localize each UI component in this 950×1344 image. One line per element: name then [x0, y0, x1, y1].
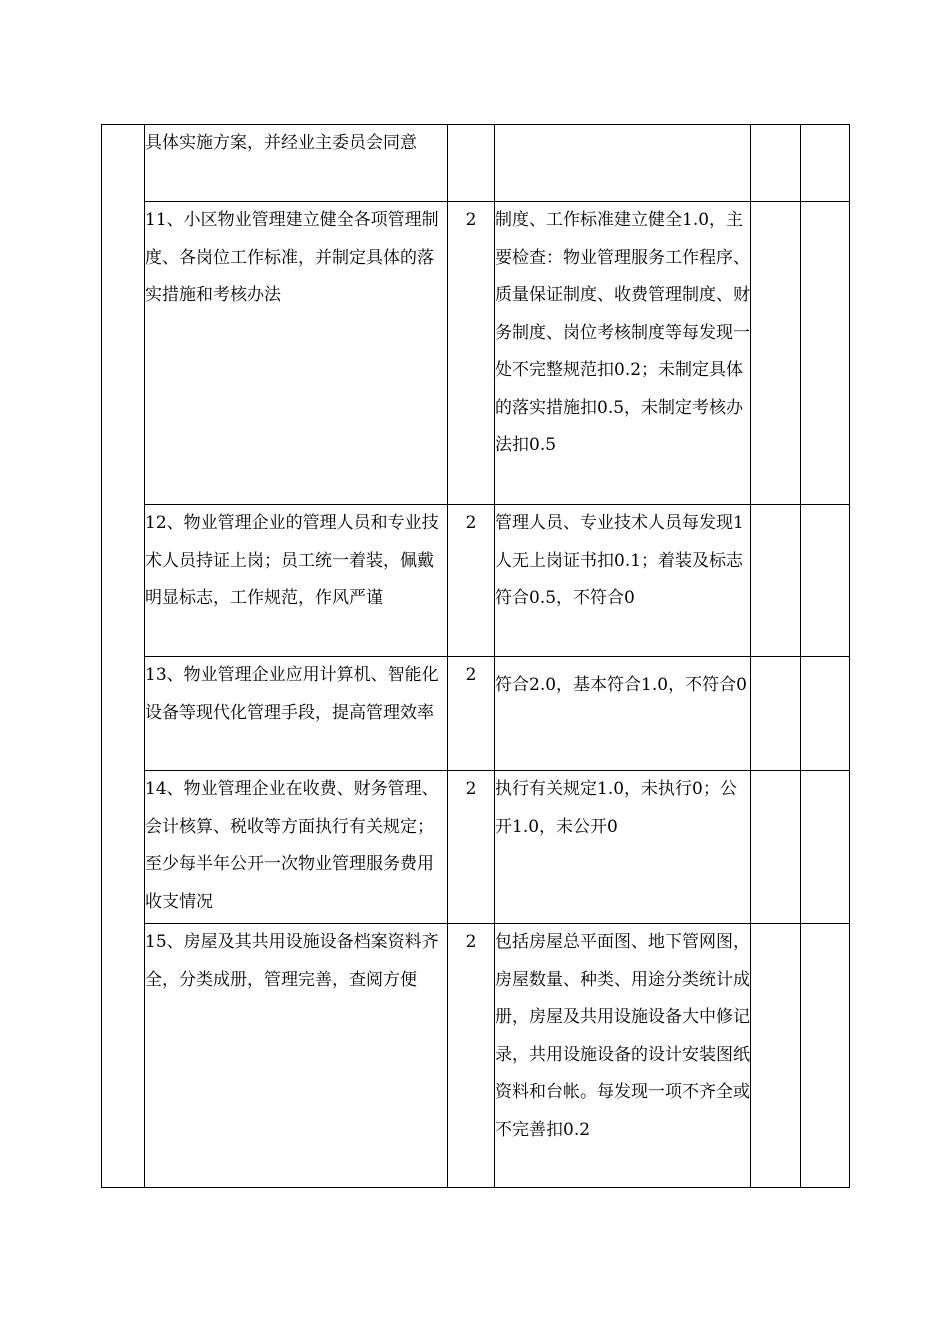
- blank-cell: [801, 924, 850, 1188]
- criteria-cell: [495, 924, 751, 1188]
- item-cell: [145, 125, 448, 202]
- criteria-text: 符合2.0，基本符合1.0，不符合0: [495, 675, 747, 695]
- score-cell: [448, 202, 495, 505]
- table-row: [102, 202, 850, 505]
- blank-cell: [801, 125, 850, 202]
- criteria-cell: [495, 657, 751, 771]
- blank-cell: [751, 771, 801, 924]
- item-cell: [145, 505, 448, 657]
- criteria-text: 包括房屋总平面图、地下管网图，房屋数量、种类、用途分类统计成册，房屋及共用设施设备大中修记录，共用设施设备的设计安装图纸资料和台帐。每发现一项不齐全或不完善扣0.2: [495, 932, 750, 1140]
- score-cell: [448, 924, 495, 1188]
- score-cell: [448, 657, 495, 771]
- score-cell: [448, 505, 495, 657]
- table-row: [102, 924, 850, 1188]
- blank-cell: [751, 202, 801, 505]
- score-text: 2: [465, 932, 477, 952]
- criteria-text: 管理人员、专业技术人员每发现1人无上岗证书扣0.1；着装及标志符合0.5，不符合0: [495, 513, 744, 608]
- item-cell: [145, 657, 448, 771]
- score-cell: [448, 125, 495, 202]
- score-text: 2: [465, 779, 477, 799]
- blank-cell: [801, 202, 850, 505]
- item-cell: [145, 924, 448, 1188]
- blank-cell: [751, 924, 801, 1188]
- table-row: [102, 125, 850, 202]
- score-text: 2: [465, 665, 477, 685]
- item-text: 具体实施方案，并经业主委员会同意: [145, 133, 417, 153]
- item-text: 12、物业管理企业的管理人员和专业技术人员持证上岗；员工统一着装，佩戴明显标志，工作规范，作风严谨: [145, 513, 439, 608]
- item-text: 11、小区物业管理建立健全各项管理制度、各岗位工作标准，并制定具体的落实措施和考核办法: [145, 210, 439, 305]
- blank-cell: [801, 771, 850, 924]
- table-row: [102, 505, 850, 657]
- blank-cell: [801, 505, 850, 657]
- blank-cell: [801, 657, 850, 771]
- criteria-cell: [495, 771, 751, 924]
- category-cell: [102, 125, 145, 1188]
- blank-cell: [751, 657, 801, 771]
- item-text: 14、物业管理企业在收费、财务管理、会计核算、税收等方面执行有关规定；至少每半年公开一次物业管理服务费用收支情况: [145, 779, 439, 912]
- criteria-cell: [495, 202, 751, 505]
- criteria-text: 执行有关规定1.0，未执行0；公开1.0，未公开0: [495, 779, 737, 837]
- table-row: [102, 657, 850, 771]
- criteria-cell: [495, 505, 751, 657]
- score-cell: [448, 771, 495, 924]
- item-cell: [145, 771, 448, 924]
- blank-cell: [751, 125, 801, 202]
- item-cell: [145, 202, 448, 505]
- table-row: [102, 771, 850, 924]
- score-text: 2: [465, 210, 477, 230]
- item-text: 13、物业管理企业应用计算机、智能化设备等现代化管理手段，提高管理效率: [145, 665, 439, 723]
- criteria-cell: [495, 125, 751, 202]
- blank-cell: [751, 505, 801, 657]
- criteria-text: 制度、工作标准建立健全1.0，主要检查：物业管理服务工作程序、质量保证制度、收费管理制度、财务制度、岗位考核制度等每发现一处不完整规范扣0.2；未制定具体的落实措施扣0.5，未制定考核办法扣0.5: [495, 210, 750, 455]
- evaluation-table: [101, 124, 850, 1188]
- item-text: 15、房屋及其共用设施设备档案资料齐全，分类成册，管理完善，查阅方便: [145, 932, 439, 990]
- score-text: 2: [465, 513, 477, 533]
